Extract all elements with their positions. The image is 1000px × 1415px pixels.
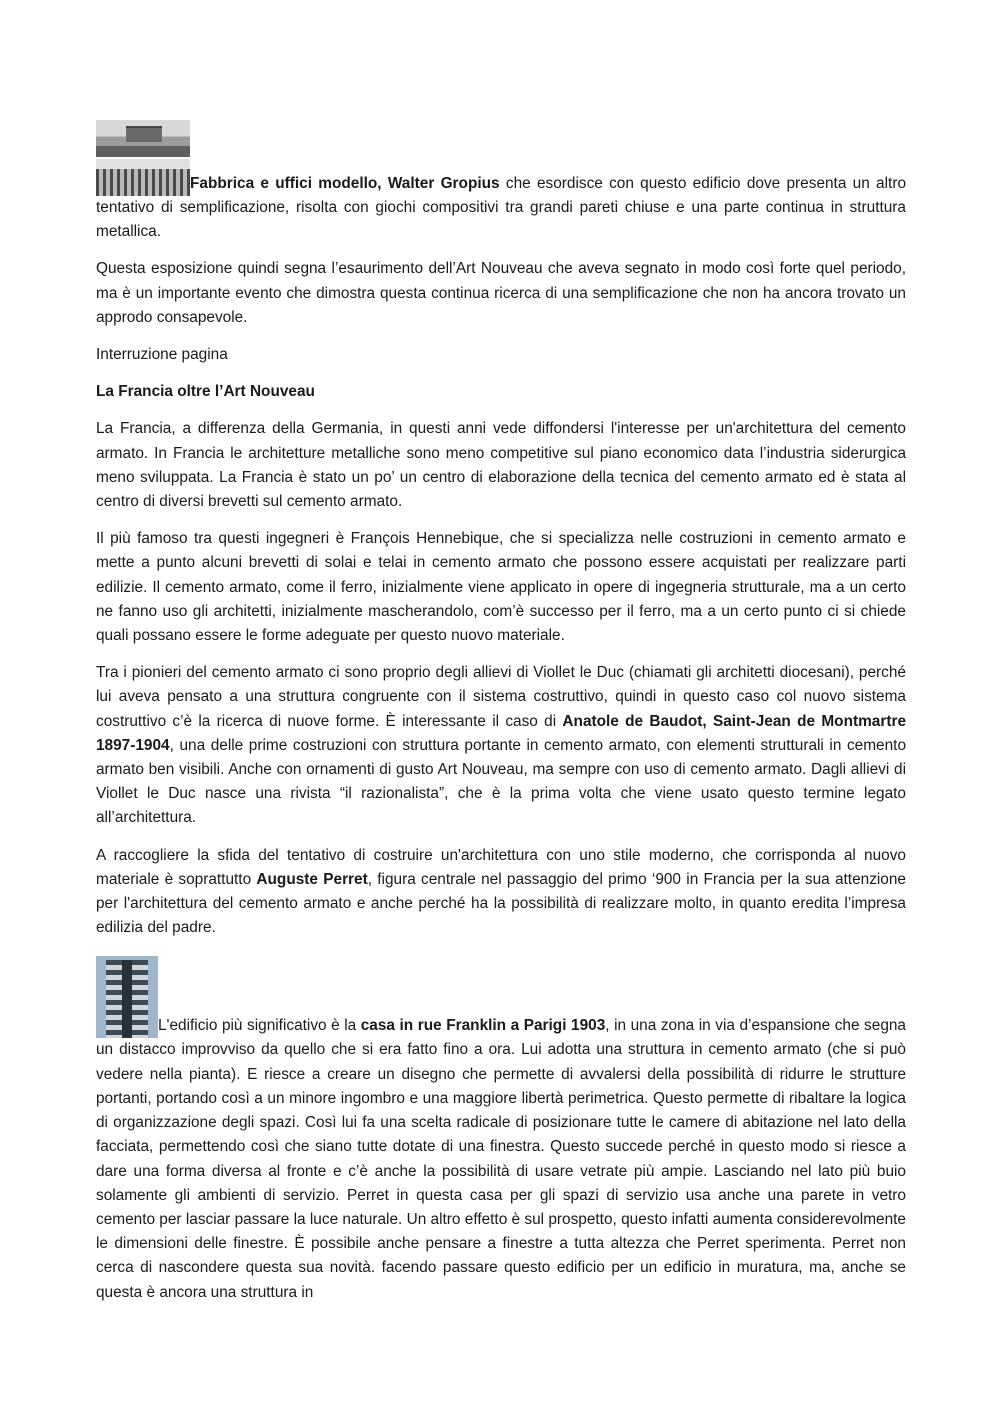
paragraph-francia: La Francia, a differenza della Germania, in questi anni vede diffondersi l'interesse per un'architettura del cemento armato. In Francia le architetture metalliche sono meno competitive sul piano economico data l’industria siderurgica meno sviluppata. La Francia è stato un po’ un centro di elaborazione della tecnica del cemento armato ed è stata al centro di diversi brevetti sul cemento armato. <box>96 420 906 511</box>
paragraph-gropius <box>96 120 906 244</box>
franklin-text-b: , in una zona in via d’espansione che segna un distacco improvviso da quello che si era fatto fino a ora. Lui adotta una struttura in cemento armato (che si può vedere nella pianta). E riesce a creare un disegno che permette di avvalersi della possibilità di ridurre le strutture portanti, portando così a un minore ingombro e una maggiore libertà perimetrica. Questo permette di ribaltare la logica di organizzazione degli spazi. Così lui fa una scelta radicale di posizionare tutte le camere di abitazione nel lato della facciata, permettendo così che siano tutte dotate di una finestra. Questo succede perché in questo modo si riesce a dare una forma diversa al fronte e c’è anche la possibilità di usare vetrate più ampie. Lasciando nel lato più buio solamente gli ambienti di servizio. Perret in questa casa per gli spazi di servizio usa anche una parete in vetro cemento per lasciar passare la luce naturale. Un altro effetto è sul prospetto, questo infatti aumenta considerevolmente le dimensioni delle finestre. È possibile anche pensare a finestre a tutta altezza che Perret sperimenta. Perret non cerca di nascondere questa sua novità. facendo passare questo edificio per un edificio in muratura, ma, anche se questa è ancora una struttura in <box>96 1017 906 1301</box>
baudot-title: Anatole de Baudot, Saint-Jean de Montmartre 1897-1904 <box>96 712 906 754</box>
paragraph-franklin <box>96 956 906 1304</box>
gropius-factory-thumbnail <box>96 120 190 196</box>
franklin-text-a: L'edificio più significativo è la <box>158 1017 361 1035</box>
rue-franklin-thumbnail <box>96 956 158 1038</box>
perret-name: Auguste Perret <box>256 870 368 888</box>
document-page <box>96 120 906 1318</box>
section-heading-text: La Francia oltre l’Art Nouveau <box>96 383 315 401</box>
pionieri-text-b: , una delle prime costruzioni con struttura portante in cemento armato, con elementi strutturali in cemento armato ben visibili. Anche con ornamenti di gusto Art Nouveau, ma sempre con uso di cemento armato. Dagli allievi di Viollet le Duc nasce una rivista “il razionalista”, che è la prima volta che viene usato questo termine legato all’architettura. <box>96 736 906 827</box>
perret-text-b: , figura centrale nel passaggio del primo ‘900 in Francia per la sua attenzione per l'architettura del cemento armato e anche perché ha la possibilità di realizzare molto, in quanto eredita l’impresa edilizia del padre. <box>96 870 906 937</box>
paragraph-pionieri <box>96 661 906 830</box>
pionieri-text-a: Tra i pionieri del cemento armato ci sono proprio degli allievi di Viollet le Duc (chiamati gli architetti diocesani), perché lui aveva pensato a una struttura congruente con il sistema costruttivo, quindi in questo caso col nuovo sistema costruttivo c’è la ricerca di nuove forme. È interessante il caso di <box>96 664 906 730</box>
section-heading <box>96 380 906 404</box>
paragraph-perret <box>96 844 906 941</box>
gropius-title: Fabbrica e uffici modello, Walter Gropius <box>190 174 500 192</box>
franklin-title: casa in rue Franklin a Parigi 1903 <box>360 1017 606 1035</box>
paragraph-esposizione: Questa esposizione quindi segna l’esaurimento dell’Art Nouveau che aveva segnato in modo così forte quel periodo, ma è un importante evento che dimostra questa continua ricerca di una semplificazione che non ha ancora trovato un approdo consapevole. <box>96 260 906 326</box>
page-break-label: Interruzione pagina <box>96 346 228 364</box>
perret-text-a: A raccogliere la sfida del tentativo di costruire un'architettura con uno stile moderno, che corrisponda al nuovo materiale è soprattutto <box>96 846 906 888</box>
gropius-text: che esordisce con questo edificio dove presenta un altro tentativo di semplificazione, risolta con giochi compositivi tra grandi pareti chiuse e una parte continua in struttura metallica. <box>96 174 906 241</box>
paragraph-hennebique: Il più famoso tra questi ingegneri è François Hennebique, che si specializza nelle costruzioni in cemento armato e mette a punto alcuni brevetti di solai e telai in cemento armato che possono essere acquistati per realizzare parti edilizie. Il cemento armato, come il ferro, inizialmente viene applicato in opere di ingegneria strutturale, ma a un certo ne fanno uso gli architetti, inizialmente mascherandolo, com’è successo per il ferro, ma a un certo punto ci si chiede quali possano essere le forme adeguate per questo nuovo materiale. <box>96 530 906 645</box>
